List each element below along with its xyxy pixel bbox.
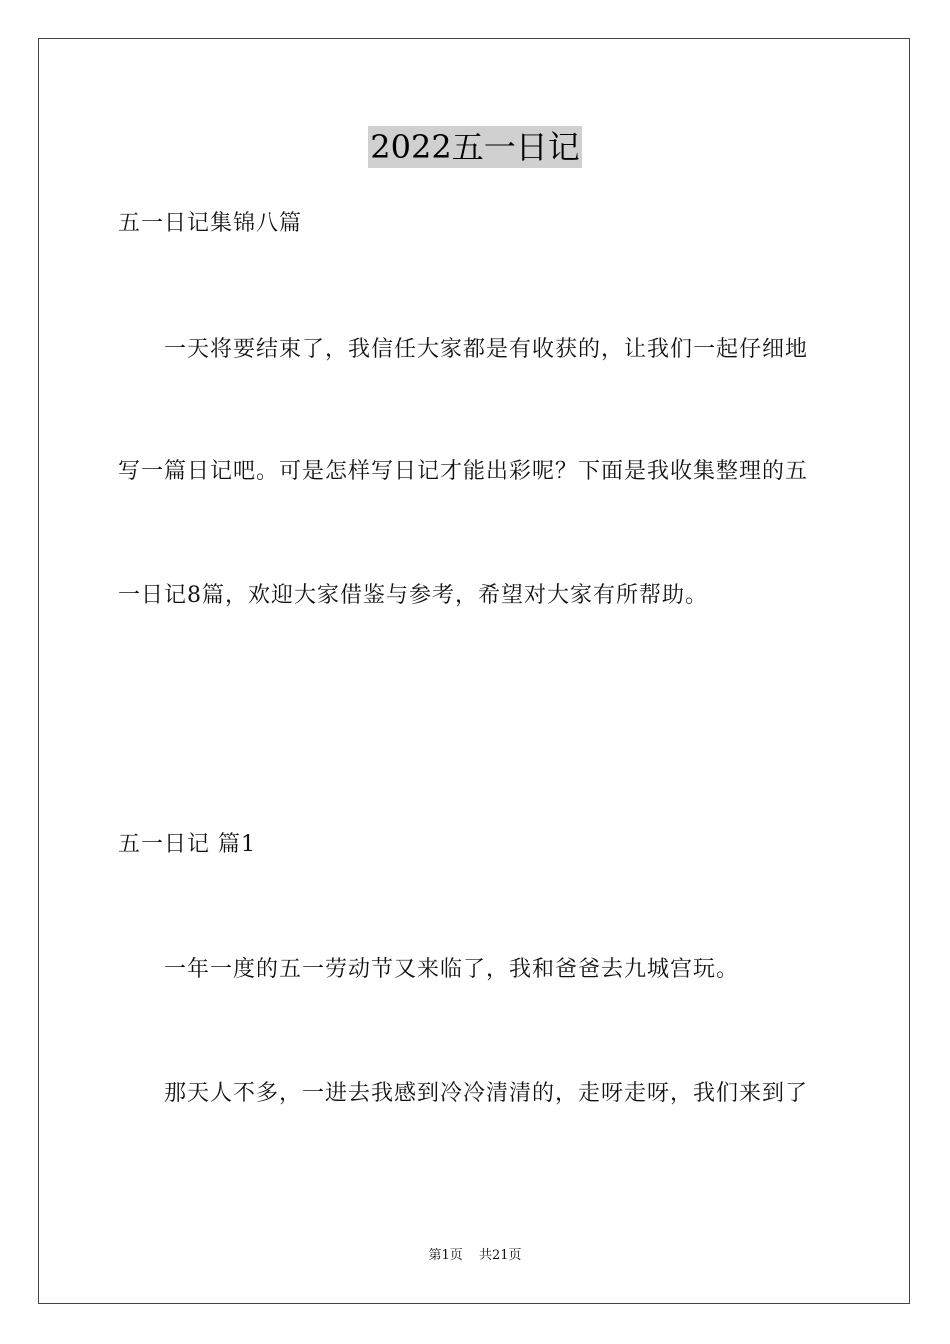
page-total: 共21页 — [478, 1248, 522, 1263]
page-number: 第1页 — [428, 1248, 463, 1263]
section-heading: 五一日记 篇1 — [118, 832, 256, 857]
title-container — [0, 126, 950, 168]
document-title: 2022五一日记 — [370, 128, 580, 166]
document-subtitle: 五一日记集锦八篇 — [118, 211, 303, 236]
body-line-2: 那天人不多，一进去我感到冷冷清清的，走呀走呀，我们来到了 — [164, 1081, 809, 1106]
page-footer — [0, 1247, 950, 1265]
intro-line-3: 一日记8篇，欢迎大家借鉴与参考，希望对大家有所帮助。 — [118, 583, 708, 608]
body-line-1: 一年一度的五一劳动节又来临了，我和爸爸去九城宫玩。 — [164, 957, 740, 982]
intro-line-1: 一天将要结束了，我信任大家都是有收获的，让我们一起仔细地 — [164, 337, 809, 362]
intro-line-2: 写一篇日记吧。可是怎样写日记才能出彩呢？下面是我收集整理的五 — [118, 459, 809, 484]
